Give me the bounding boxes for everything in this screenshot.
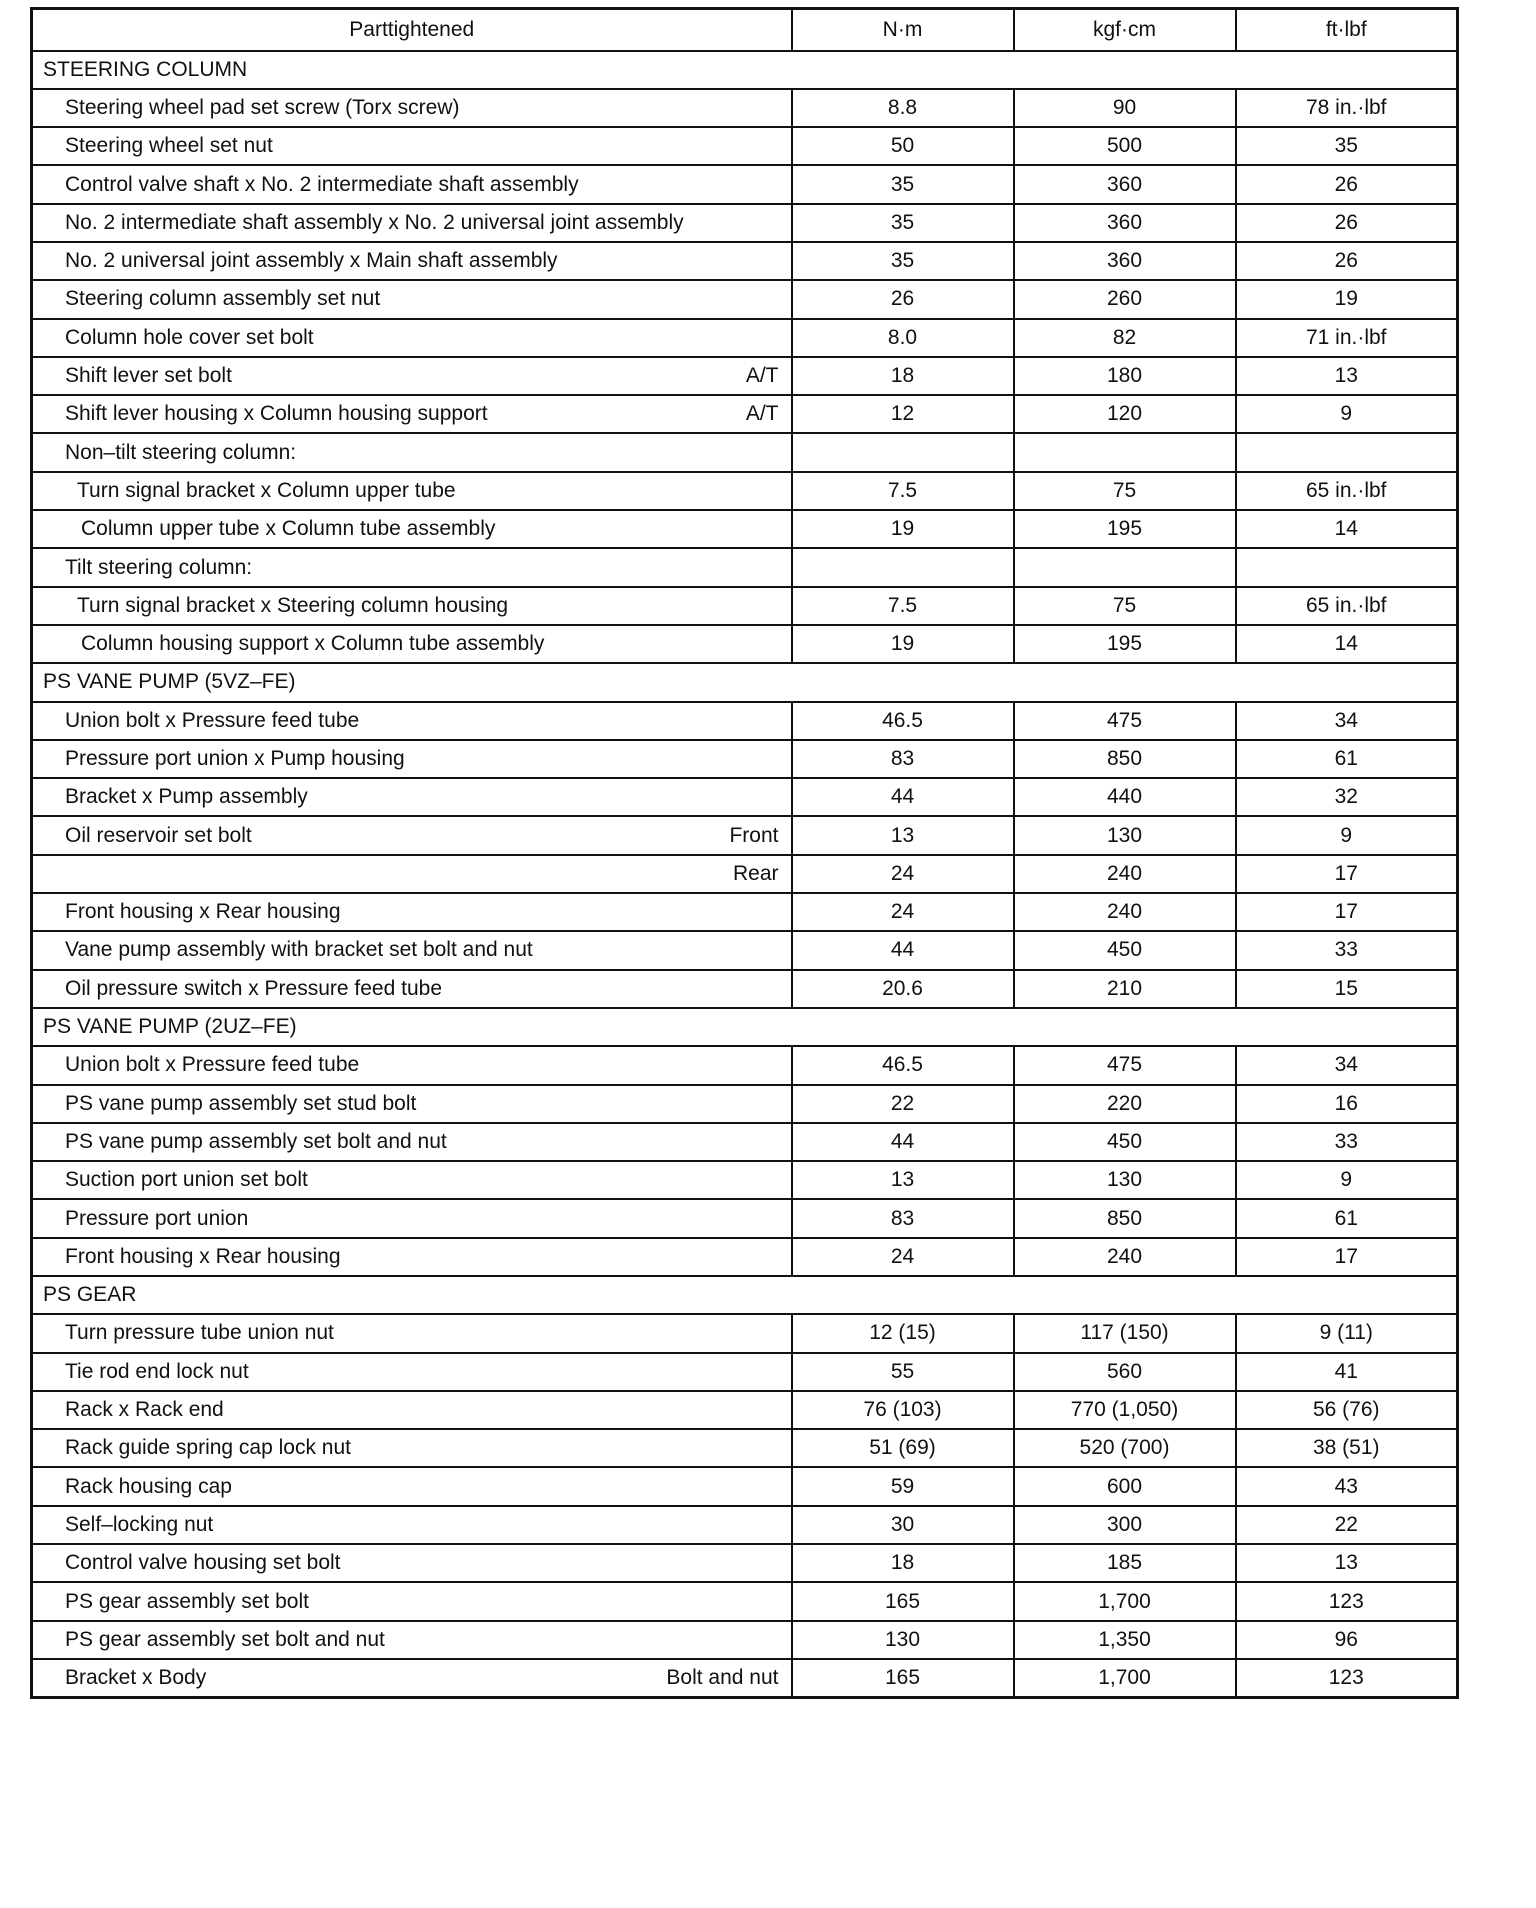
value-nm: 59 xyxy=(792,1467,1014,1505)
value-kgf-cm: 475 xyxy=(1014,1046,1236,1084)
value-ft-lbf: 35 xyxy=(1236,127,1458,165)
value-kgf-cm: 130 xyxy=(1014,1161,1236,1199)
value-ft-lbf: 33 xyxy=(1236,931,1458,969)
part-label: Oil reservoir set bolt xyxy=(65,823,252,847)
value-kgf-cm: 260 xyxy=(1014,280,1236,318)
table-row xyxy=(32,1582,1458,1620)
part-cell xyxy=(32,1161,792,1199)
value-ft-lbf: 96 xyxy=(1236,1621,1458,1659)
header-ft-lbf: ft·lbf xyxy=(1236,9,1458,51)
table-row xyxy=(32,1429,1458,1467)
value-ft-lbf: 56 (76) xyxy=(1236,1391,1458,1429)
part-cell xyxy=(32,89,792,127)
part-cell xyxy=(32,931,792,969)
value-kgf-cm: 600 xyxy=(1014,1467,1236,1505)
value-ft-lbf: 26 xyxy=(1236,165,1458,203)
part-cell xyxy=(32,1467,792,1505)
value-kgf-cm: 120 xyxy=(1014,395,1236,433)
value-ft-lbf: 14 xyxy=(1236,625,1458,663)
value-nm: 7.5 xyxy=(792,587,1014,625)
part-label: PS gear assembly set bolt and nut xyxy=(65,1627,385,1651)
part-note: Bolt and nut xyxy=(666,1665,779,1689)
part-label: Column hole cover set bolt xyxy=(65,325,314,349)
value-ft-lbf: 13 xyxy=(1236,357,1458,395)
part-note: Front xyxy=(729,823,779,847)
value-kgf-cm: 185 xyxy=(1014,1544,1236,1582)
torque-spec-sheet xyxy=(30,7,1456,1699)
value-ft-lbf: 26 xyxy=(1236,242,1458,280)
value-ft-lbf: 123 xyxy=(1236,1582,1458,1620)
part-label: PS vane pump assembly set bolt and nut xyxy=(65,1129,447,1153)
part-cell xyxy=(32,472,792,510)
section-title: PS VANE PUMP (2UZ–FE) xyxy=(32,1008,1458,1046)
table-row xyxy=(32,1123,1458,1161)
value-kgf-cm: 450 xyxy=(1014,931,1236,969)
part-cell xyxy=(32,1506,792,1544)
table-row xyxy=(32,1621,1458,1659)
value-kgf-cm: 1,700 xyxy=(1014,1659,1236,1697)
part-label: Column housing support x Column tube assembly xyxy=(81,632,545,656)
value-kgf-cm: 770 (1,050) xyxy=(1014,1391,1236,1429)
value-ft-lbf: 9 xyxy=(1236,816,1458,854)
part-cell xyxy=(32,165,792,203)
part-cell xyxy=(32,816,792,854)
value-nm: 8.8 xyxy=(792,89,1014,127)
value-kgf-cm: 850 xyxy=(1014,1199,1236,1237)
part-cell xyxy=(32,1199,792,1237)
value-kgf-cm: 360 xyxy=(1014,165,1236,203)
value-kgf-cm: 450 xyxy=(1014,1123,1236,1161)
part-cell xyxy=(32,1621,792,1659)
part-label: Tilt steering column: xyxy=(65,555,253,579)
part-cell xyxy=(32,1544,792,1582)
value-ft-lbf xyxy=(1236,433,1458,471)
part-cell xyxy=(32,433,792,471)
value-ft-lbf: 19 xyxy=(1236,280,1458,318)
value-nm: 51 (69) xyxy=(792,1429,1014,1467)
table-row xyxy=(32,433,1458,471)
part-label: PS gear assembly set bolt xyxy=(65,1589,309,1613)
value-ft-lbf: 17 xyxy=(1236,1238,1458,1276)
value-nm: 46.5 xyxy=(792,702,1014,740)
table-row xyxy=(32,357,1458,395)
value-nm: 83 xyxy=(792,1199,1014,1237)
header-row xyxy=(32,9,1458,51)
part-label: No. 2 universal joint assembly x Main shaft assembly xyxy=(65,249,558,273)
part-cell xyxy=(32,855,792,893)
value-ft-lbf: 26 xyxy=(1236,204,1458,242)
value-nm: 19 xyxy=(792,510,1014,548)
value-nm: 13 xyxy=(792,816,1014,854)
value-nm: 35 xyxy=(792,165,1014,203)
part-cell xyxy=(32,319,792,357)
value-ft-lbf: 34 xyxy=(1236,1046,1458,1084)
part-label: Steering column assembly set nut xyxy=(65,287,381,311)
part-cell xyxy=(32,625,792,663)
value-nm: 13 xyxy=(792,1161,1014,1199)
value-ft-lbf: 15 xyxy=(1236,970,1458,1008)
part-cell xyxy=(32,242,792,280)
table-row xyxy=(32,587,1458,625)
value-ft-lbf: 65 in.·lbf xyxy=(1236,587,1458,625)
part-cell xyxy=(32,1046,792,1084)
section-row xyxy=(32,51,1458,89)
value-nm: 26 xyxy=(792,280,1014,318)
table-row xyxy=(32,280,1458,318)
part-label: PS vane pump assembly set stud bolt xyxy=(65,1091,417,1115)
value-kgf-cm: 130 xyxy=(1014,816,1236,854)
part-label: Turn signal bracket x Steering column housing xyxy=(77,593,509,617)
part-cell xyxy=(32,548,792,586)
value-nm: 35 xyxy=(792,242,1014,280)
part-cell xyxy=(32,1238,792,1276)
part-cell xyxy=(32,1429,792,1467)
value-ft-lbf: 38 (51) xyxy=(1236,1429,1458,1467)
part-note: Rear xyxy=(732,861,779,885)
part-label: Oil pressure switch x Pressure feed tube xyxy=(65,976,442,1000)
value-kgf-cm: 210 xyxy=(1014,970,1236,1008)
value-nm xyxy=(792,433,1014,471)
header-nm: N·m xyxy=(792,9,1014,51)
value-ft-lbf: 33 xyxy=(1236,1123,1458,1161)
value-ft-lbf: 9 (11) xyxy=(1236,1314,1458,1352)
value-kgf-cm: 240 xyxy=(1014,855,1236,893)
part-cell xyxy=(32,778,792,816)
value-ft-lbf: 16 xyxy=(1236,1085,1458,1123)
value-ft-lbf: 65 in.·lbf xyxy=(1236,472,1458,510)
value-ft-lbf: 17 xyxy=(1236,893,1458,931)
part-cell xyxy=(32,1582,792,1620)
table-row xyxy=(32,204,1458,242)
value-nm: 12 (15) xyxy=(792,1314,1014,1352)
value-ft-lbf: 123 xyxy=(1236,1659,1458,1697)
table-row xyxy=(32,893,1458,931)
value-ft-lbf: 61 xyxy=(1236,740,1458,778)
part-label: Column upper tube x Column tube assembly xyxy=(81,517,496,541)
value-kgf-cm: 850 xyxy=(1014,740,1236,778)
value-nm: 22 xyxy=(792,1085,1014,1123)
section-row xyxy=(32,663,1458,701)
part-label: Rack housing cap xyxy=(65,1474,232,1498)
section-title: STEERING COLUMN xyxy=(32,51,1458,89)
value-nm: 19 xyxy=(792,625,1014,663)
part-cell xyxy=(32,280,792,318)
part-note: A/T xyxy=(745,402,779,426)
value-ft-lbf: 22 xyxy=(1236,1506,1458,1544)
value-kgf-cm: 220 xyxy=(1014,1085,1236,1123)
table-row xyxy=(32,816,1458,854)
part-label: Control valve housing set bolt xyxy=(65,1551,341,1575)
table-body xyxy=(32,51,1458,1698)
part-label: Non–tilt steering column: xyxy=(65,440,297,464)
value-ft-lbf xyxy=(1236,548,1458,586)
table-row xyxy=(32,740,1458,778)
value-nm: 8.0 xyxy=(792,319,1014,357)
part-cell xyxy=(32,1123,792,1161)
value-kgf-cm: 360 xyxy=(1014,242,1236,280)
value-nm: 12 xyxy=(792,395,1014,433)
value-nm: 46.5 xyxy=(792,1046,1014,1084)
value-kgf-cm: 1,350 xyxy=(1014,1621,1236,1659)
part-label: Vane pump assembly with bracket set bolt and nut xyxy=(65,938,533,962)
table-row xyxy=(32,510,1458,548)
value-nm: 24 xyxy=(792,855,1014,893)
value-kgf-cm: 195 xyxy=(1014,625,1236,663)
section-row xyxy=(32,1276,1458,1314)
value-ft-lbf: 43 xyxy=(1236,1467,1458,1505)
part-note: A/T xyxy=(745,364,779,388)
part-cell xyxy=(32,893,792,931)
part-label: Rack x Rack end xyxy=(65,1398,224,1422)
table-row xyxy=(32,395,1458,433)
part-cell xyxy=(32,740,792,778)
value-kgf-cm: 440 xyxy=(1014,778,1236,816)
part-label: Pressure port union x Pump housing xyxy=(65,746,405,770)
value-ft-lbf: 41 xyxy=(1236,1353,1458,1391)
table-row xyxy=(32,1544,1458,1582)
value-nm: 20.6 xyxy=(792,970,1014,1008)
part-cell xyxy=(32,204,792,242)
value-kgf-cm: 475 xyxy=(1014,702,1236,740)
table-row xyxy=(32,1467,1458,1505)
value-ft-lbf: 71 in.·lbf xyxy=(1236,319,1458,357)
header-part: Parttightened xyxy=(32,9,792,51)
value-nm: 35 xyxy=(792,204,1014,242)
table-row xyxy=(32,1161,1458,1199)
part-cell xyxy=(32,587,792,625)
part-label: Shift lever housing x Column housing support xyxy=(65,402,488,426)
part-label: Front housing x Rear housing xyxy=(65,1244,341,1268)
part-cell xyxy=(32,395,792,433)
table-row xyxy=(32,1046,1458,1084)
value-ft-lbf: 14 xyxy=(1236,510,1458,548)
value-ft-lbf: 32 xyxy=(1236,778,1458,816)
value-nm: 24 xyxy=(792,893,1014,931)
value-kgf-cm: 360 xyxy=(1014,204,1236,242)
table-row xyxy=(32,242,1458,280)
value-kgf-cm xyxy=(1014,433,1236,471)
torque-table xyxy=(30,7,1459,1699)
value-kgf-cm: 82 xyxy=(1014,319,1236,357)
part-cell xyxy=(32,1391,792,1429)
value-nm: 83 xyxy=(792,740,1014,778)
part-label: Bracket x Pump assembly xyxy=(65,785,308,809)
value-nm: 50 xyxy=(792,127,1014,165)
table-row xyxy=(32,548,1458,586)
value-kgf-cm: 560 xyxy=(1014,1353,1236,1391)
part-label: Shift lever set bolt xyxy=(65,364,232,388)
table-row xyxy=(32,855,1458,893)
part-cell xyxy=(32,1314,792,1352)
table-row xyxy=(32,1506,1458,1544)
value-nm: 24 xyxy=(792,1238,1014,1276)
value-kgf-cm xyxy=(1014,548,1236,586)
value-nm: 44 xyxy=(792,931,1014,969)
value-nm: 130 xyxy=(792,1621,1014,1659)
value-nm: 30 xyxy=(792,1506,1014,1544)
part-label: Steering wheel set nut xyxy=(65,134,273,158)
part-cell xyxy=(32,1659,792,1697)
section-title: PS GEAR xyxy=(32,1276,1458,1314)
part-cell xyxy=(32,510,792,548)
value-nm: 55 xyxy=(792,1353,1014,1391)
value-kgf-cm: 117 (150) xyxy=(1014,1314,1236,1352)
value-nm: 76 (103) xyxy=(792,1391,1014,1429)
table-row xyxy=(32,319,1458,357)
table-row xyxy=(32,1199,1458,1237)
value-ft-lbf: 13 xyxy=(1236,1544,1458,1582)
part-label: No. 2 intermediate shaft assembly x No. 2 universal joint assembly xyxy=(65,210,684,234)
part-label: Control valve shaft x No. 2 intermediate shaft assembly xyxy=(65,172,579,196)
part-label: Steering wheel pad set screw (Torx screw) xyxy=(65,95,460,119)
value-nm: 7.5 xyxy=(792,472,1014,510)
part-label: Bracket x Body xyxy=(65,1665,207,1689)
part-cell xyxy=(32,1353,792,1391)
part-cell xyxy=(32,1085,792,1123)
part-label: Self–locking nut xyxy=(65,1512,214,1536)
part-label: Union bolt x Pressure feed tube xyxy=(65,708,360,732)
table-row xyxy=(32,89,1458,127)
table-row xyxy=(32,702,1458,740)
section-row xyxy=(32,1008,1458,1046)
value-kgf-cm: 1,700 xyxy=(1014,1582,1236,1620)
part-cell xyxy=(32,702,792,740)
value-nm: 18 xyxy=(792,357,1014,395)
part-label: Suction port union set bolt xyxy=(65,1168,308,1192)
value-nm: 44 xyxy=(792,1123,1014,1161)
part-cell xyxy=(32,127,792,165)
value-ft-lbf: 34 xyxy=(1236,702,1458,740)
part-label: Union bolt x Pressure feed tube xyxy=(65,1053,360,1077)
table-row xyxy=(32,1238,1458,1276)
value-kgf-cm: 240 xyxy=(1014,893,1236,931)
value-ft-lbf: 9 xyxy=(1236,1161,1458,1199)
part-cell xyxy=(32,970,792,1008)
value-kgf-cm: 180 xyxy=(1014,357,1236,395)
part-label: Tie rod end lock nut xyxy=(65,1359,249,1383)
part-label: Front housing x Rear housing xyxy=(65,900,341,924)
section-title: PS VANE PUMP (5VZ–FE) xyxy=(32,663,1458,701)
value-kgf-cm: 75 xyxy=(1014,472,1236,510)
value-nm xyxy=(792,548,1014,586)
value-kgf-cm: 300 xyxy=(1014,1506,1236,1544)
part-label: Rack guide spring cap lock nut xyxy=(65,1436,351,1460)
table-row xyxy=(32,931,1458,969)
value-nm: 18 xyxy=(792,1544,1014,1582)
value-ft-lbf: 17 xyxy=(1236,855,1458,893)
value-nm: 165 xyxy=(792,1659,1014,1697)
value-kgf-cm: 90 xyxy=(1014,89,1236,127)
part-cell xyxy=(32,357,792,395)
table-row xyxy=(32,127,1458,165)
value-ft-lbf: 78 in.·lbf xyxy=(1236,89,1458,127)
table-row xyxy=(32,1659,1458,1697)
value-ft-lbf: 61 xyxy=(1236,1199,1458,1237)
table-row xyxy=(32,778,1458,816)
table-row xyxy=(32,1353,1458,1391)
value-nm: 165 xyxy=(792,1582,1014,1620)
value-kgf-cm: 240 xyxy=(1014,1238,1236,1276)
table-row xyxy=(32,165,1458,203)
table-row xyxy=(32,625,1458,663)
value-kgf-cm: 520 (700) xyxy=(1014,1429,1236,1467)
value-kgf-cm: 500 xyxy=(1014,127,1236,165)
value-ft-lbf: 9 xyxy=(1236,395,1458,433)
table-row xyxy=(32,1314,1458,1352)
part-label: Pressure port union xyxy=(65,1206,249,1230)
header-kgf-cm: kgf·cm xyxy=(1014,9,1236,51)
table-row xyxy=(32,1085,1458,1123)
value-kgf-cm: 75 xyxy=(1014,587,1236,625)
value-nm: 44 xyxy=(792,778,1014,816)
value-kgf-cm: 195 xyxy=(1014,510,1236,548)
part-label: Turn signal bracket x Column upper tube xyxy=(77,478,456,502)
part-label: Turn pressure tube union nut xyxy=(65,1321,334,1345)
table-row xyxy=(32,970,1458,1008)
table-row xyxy=(32,472,1458,510)
table-row xyxy=(32,1391,1458,1429)
